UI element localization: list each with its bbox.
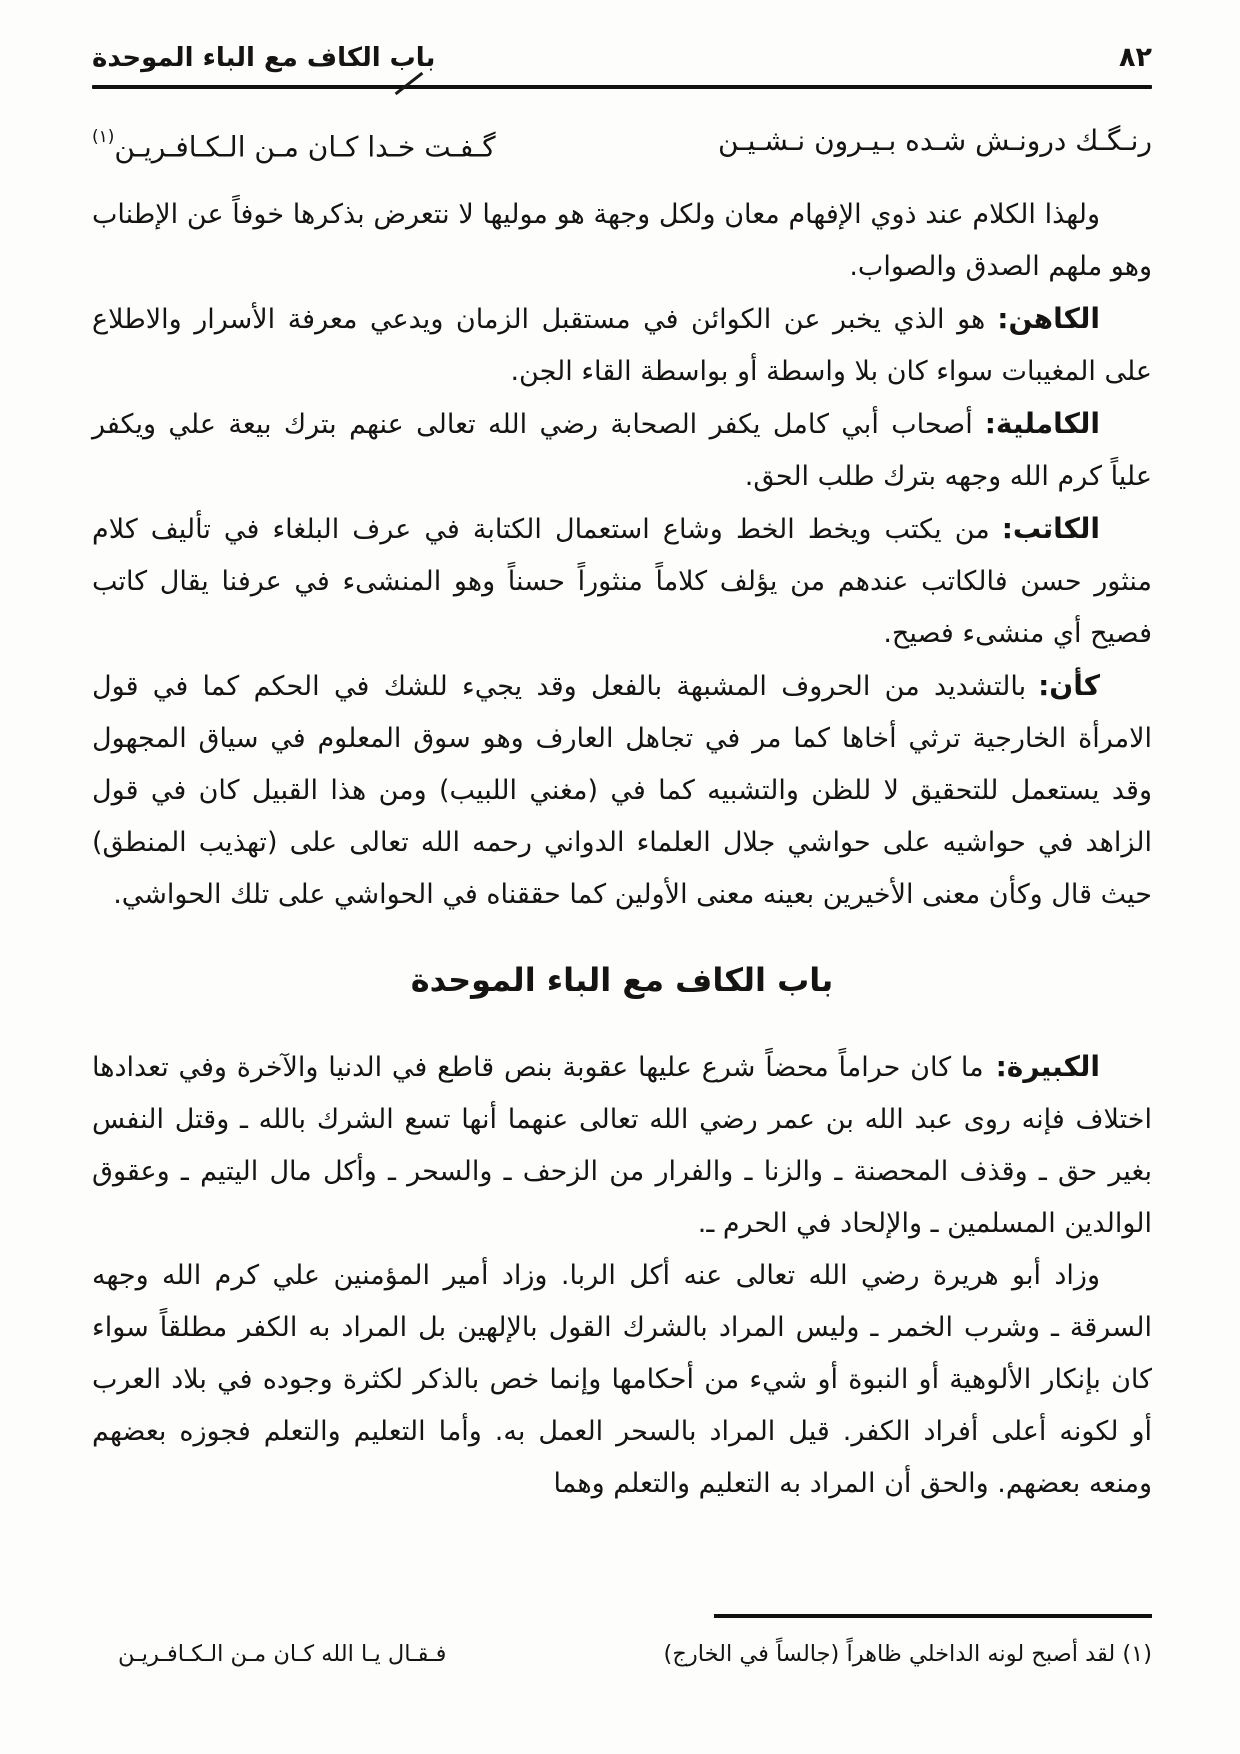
running-title: باب الكاف مع الباء الموحدة <box>92 43 436 73</box>
running-header <box>92 42 1152 73</box>
page-number: ٨٢ <box>1119 42 1152 73</box>
entry-paragraph <box>92 1250 1152 1510</box>
footnote-verse-continuation: فـقـال يـا الله كـان مـن الـكـافـريـن <box>118 1641 447 1667</box>
footnote-ref-marker: (١) <box>92 127 115 147</box>
footnote-row <box>92 1638 1152 1670</box>
entry-paragraph <box>92 293 1152 398</box>
chapter-heading: باب الكاف مع الباء الموحدة <box>410 961 834 1000</box>
footnote-area <box>92 1614 1152 1670</box>
scan-artifact-mark <box>395 72 424 95</box>
footnote-separator-rule <box>714 1614 1152 1618</box>
entry-text: أصحاب أبي كامل يكفر الصحابة رضي الله تعالى عنهم بترك بيعة علي ويكفر علياً كرم الله وجهه بترك طلب الحق. <box>92 409 1152 493</box>
header-rule <box>92 85 1152 89</box>
entry-text: ولهذا الكلام عند ذوي الإفهام معان ولكل وجهة هو موليها لا نتعرض بذكرها خوفاً عن الإطناب وهو ملهم الصدق والصواب. <box>92 199 1152 283</box>
body-text-block <box>92 189 1152 1510</box>
entry-paragraph <box>92 503 1152 660</box>
verse-hemistich-right: رنـگـك درونـش شـده بـيـرون نـشـيـن <box>718 124 1152 157</box>
entry-term: كأن: <box>1038 669 1100 703</box>
entry-term: الكاتب: <box>1001 512 1100 546</box>
verse-hemistich-left <box>92 119 496 169</box>
entry-term: الكبيرة: <box>995 1050 1100 1084</box>
entry-text: ما كان حراماً محضاً شرع عليها عقوبة بنص قاطع في الدنيا والآخرة وفي تعدادها اختلاف فإنه روى عبد الله بن عمر رضي الله تعالى عنهما أنها تسع الشرك بالله ـ وقتل النفس بغير حق ـ وقذف المحصنة ـ والزنا ـ والفرار من الزحف ـ والسحر ـ وأكل مال اليتيم ـ وعقوق الوالدين المسلمين ـ والإلحاد في الحرم ـ. <box>92 1052 1152 1240</box>
entry-text: من يكتب ويخط الخط وشاع استعمال الكتابة في عرف البلغاء في تأليف كلام منثور حسن فالكاتب عندهم من يؤلف كلاماً منثوراً حسناً وهو المنشىء في عرفنا يقال كاتب فصيح أي منشىء فصيح. <box>92 514 1152 650</box>
entry-text: وزاد أبو هريرة رضي الله تعالى عنه أكل الربا. وزاد أمير المؤمنين علي كرم الله وجهه السرقة ـ وشرب الخمر ـ وليس المراد بالشرك القول بالإلهين بل المراد به الكفر مطلقاً سواء كان بإنكار الألوهية أو النبوة أو شيء من أحكامها وإنما خص بالذكر لكثرة وجوده في بلاد العرب أو لكونه أعلى أفراد الكفر. قيل المراد بالسحر العمل به. وأما التعليم والتعلم فجوزه بعضهم ومنعه بعضهم. والحق أن المراد به التعليم والتعلم وهما <box>92 1260 1152 1500</box>
entry-paragraph <box>92 189 1152 293</box>
entry-paragraph <box>92 660 1152 921</box>
entry-paragraph <box>92 398 1152 503</box>
verse-hemistich-left-text: گـفـت خـدا كـان مـن الـكـافـريـن <box>114 130 496 164</box>
footnote-text: (١) لقد أصبح لونه الداخلي ظاهراً (جالساً في الخارج) <box>663 1641 1152 1667</box>
verse-couplet <box>92 119 1152 169</box>
entry-term: الكاهن: <box>997 302 1100 336</box>
entry-paragraph <box>92 1041 1152 1250</box>
entry-text: هو الذي يخبر عن الكوائن في مستقبل الزمان ويدعي معرفة الأسرار والاطلاع على المغيبات سواء كان بلا واسطة أو بواسطة القاء الجن. <box>92 304 1152 388</box>
entry-text: بالتشديد من الحروف المشبهة بالفعل وقد يجيء للشك في الحكم كما في قول الامرأة الخارجية ترثي أخاها كما مر في تجاهل العارف وهو سوق المعلوم في سياق المجهول وقد يستعمل للتحقيق لا للظن والتشبيه كما في (مغني اللبيب) ومن هذا القبيل كان في قول الزاهد في حواشيه على حواشي جلال العلماء الدواني رحمه الله تعالى على (تهذيب المنطق) حيث قال وكأن معنى الأخيرين بعينه معنى الأولين كما حققناه في الحواشي على تلك الحواشي. <box>92 671 1152 911</box>
entry-term: الكاملية: <box>984 407 1100 441</box>
